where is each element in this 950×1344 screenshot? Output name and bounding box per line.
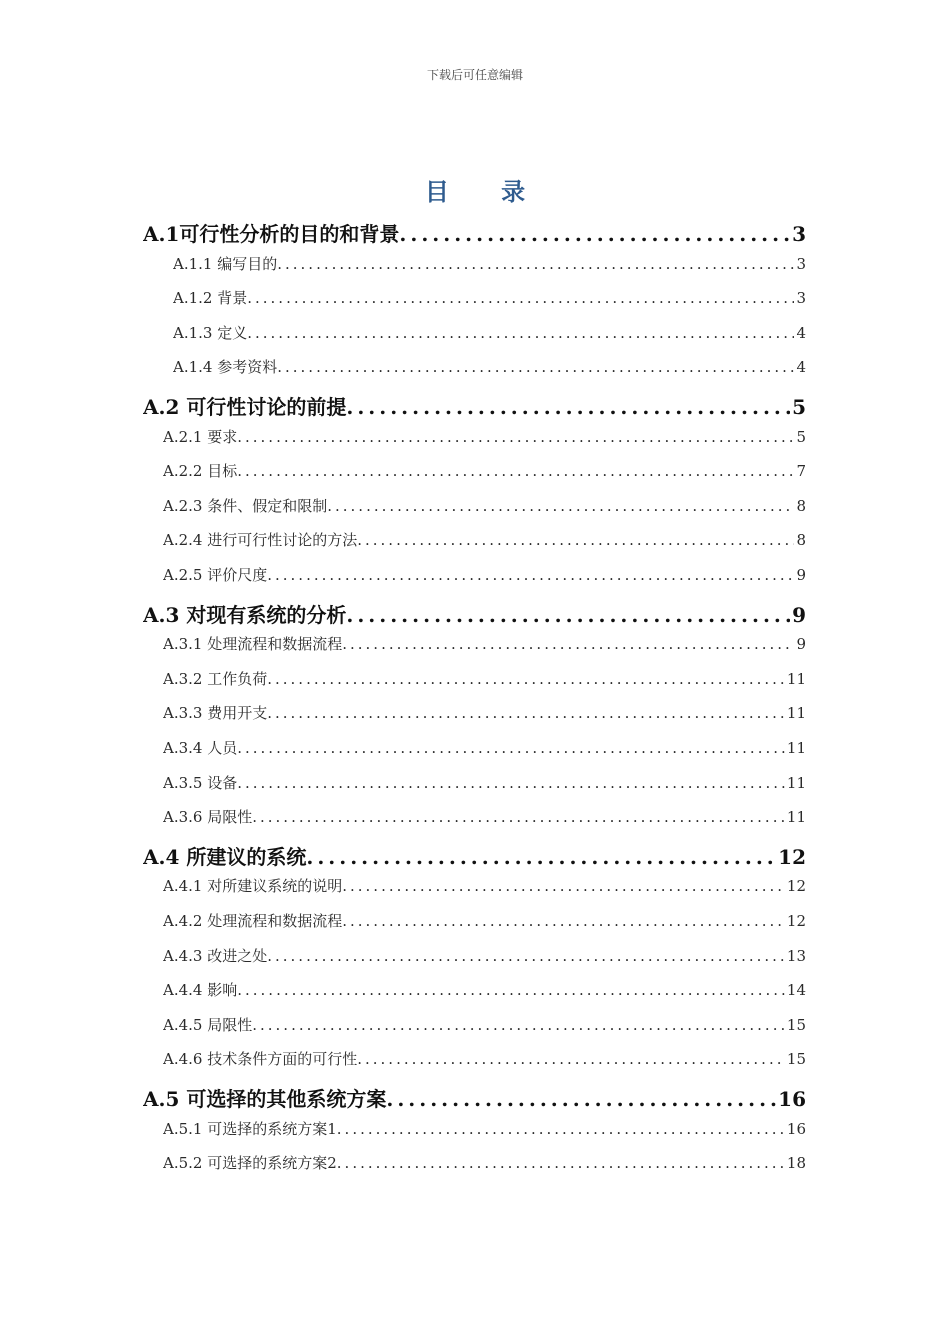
toc-subsection-entry[interactable] (163, 460, 806, 481)
toc-entry-label: A.1.3 定义 (173, 323, 248, 342)
toc-subsection-entry[interactable] (163, 737, 806, 758)
toc-page-number: 18 (786, 1154, 806, 1173)
toc-entry-label: A.2.2 目标 (163, 462, 238, 481)
toc-entry-label: A.2.1 要求 (163, 427, 238, 446)
header-note: 下载后可任意编辑 (426, 68, 523, 82)
toc-subsection-entry[interactable] (163, 875, 806, 896)
toc-dot-leader (357, 1050, 785, 1068)
toc-page-number: 4 (796, 358, 806, 377)
toc-subsection-entry[interactable] (163, 668, 806, 689)
toc-subsection-entry[interactable] (163, 979, 806, 1000)
toc-subsection-entry[interactable] (163, 633, 806, 654)
toc-entry-label: A.4.2 处理流程和数据流程 (163, 912, 343, 930)
toc-dot-leader (399, 222, 790, 246)
toc-entry-label: A.2.3 条件、假定和限制 (163, 496, 328, 515)
toc-section-entry[interactable] (143, 218, 806, 247)
toc-dot-leader (237, 739, 785, 757)
toc-page-number: 12 (786, 877, 806, 896)
toc-page-number: 15 (786, 1015, 806, 1034)
toc-entry-label: A.2.4 进行可行性讨论的方法 (163, 531, 358, 550)
toc-entry-label: A.2.5 评价尺度 (163, 566, 268, 584)
toc-dot-leader (337, 1154, 785, 1172)
toc-page-number: 12 (786, 912, 806, 930)
toc-dot-leader (342, 912, 785, 930)
toc-entry-label: A.4.4 影响 (163, 981, 238, 1000)
toc-subsection-entry[interactable] (163, 910, 806, 931)
toc-entry-label: A.2 可行性讨论的前提 (143, 395, 347, 419)
toc-dot-leader (342, 877, 785, 895)
toc-dot-leader (252, 1016, 785, 1034)
toc-entry-label: A.1.4 参考资料 (173, 358, 278, 377)
toc-section-entry[interactable] (143, 599, 806, 628)
toc-subsection-entry[interactable] (163, 495, 806, 516)
toc-page-number: 16 (786, 1119, 806, 1138)
toc-entry-label: A.3 对现有系统的分析 (143, 602, 347, 627)
toc-subsection-entry[interactable] (173, 356, 806, 377)
toc-page-number: 8 (796, 531, 806, 550)
toc-page-number: 11 (786, 669, 806, 688)
toc-page-number: 11 (786, 739, 806, 757)
toc-page-number: 9 (792, 602, 806, 627)
toc-section-entry[interactable] (143, 391, 806, 420)
toc-dot-leader (237, 774, 785, 792)
toc-page-number: 9 (796, 566, 806, 584)
toc-title: 目 录 (424, 177, 548, 206)
toc-subsection-entry[interactable] (173, 253, 806, 274)
toc-entry-label: A.4.1 对所建议系统的说明 (163, 877, 343, 896)
toc-subsection-entry[interactable] (163, 1152, 806, 1173)
toc-page-number: 11 (786, 808, 806, 827)
toc-entry-label: A.4.3 改进之处 (163, 946, 268, 965)
toc-section-entry[interactable] (143, 841, 806, 870)
toc-dot-leader (337, 1120, 785, 1138)
toc-entry-label: A.3.5 设备 (163, 773, 238, 792)
toc-dot-leader (247, 324, 794, 342)
toc-dot-leader (277, 255, 794, 273)
toc-entry-label: A.3.4 人员 (163, 739, 238, 757)
toc-entry-label: A.5.1 可选择的系统方案1 (163, 1119, 337, 1138)
toc-dot-leader (346, 603, 790, 627)
toc-dot-leader (237, 428, 794, 446)
toc-page-number: 15 (786, 1050, 806, 1069)
toc-page-number: 5 (792, 395, 806, 419)
toc-page-number: 9 (796, 635, 806, 654)
toc-subsection-entry[interactable] (163, 1118, 806, 1139)
toc-entry-label: A.4.5 局限性 (163, 1015, 253, 1034)
toc-page-number: 12 (778, 844, 806, 869)
toc-page-number: 7 (796, 462, 806, 481)
toc-dot-leader (237, 981, 785, 999)
toc-dot-leader (386, 1087, 776, 1111)
toc-page-number: 8 (796, 496, 806, 515)
toc-subsection-entry[interactable] (163, 1048, 806, 1069)
toc-dot-leader (267, 947, 785, 965)
toc-dot-leader (267, 670, 785, 688)
toc-dot-leader (237, 462, 794, 480)
toc-subsection-entry[interactable] (173, 287, 806, 308)
toc-subsection-entry[interactable] (163, 772, 806, 793)
toc-page-number: 5 (796, 427, 806, 446)
toc-page-number: 3 (796, 289, 806, 308)
toc-dot-leader (357, 531, 794, 549)
toc-entry-label: A.4.6 技术条件方面的可行性 (163, 1050, 358, 1069)
toc-subsection-entry[interactable] (173, 322, 806, 343)
toc-page-number: 16 (778, 1087, 806, 1111)
toc-page-number: 11 (786, 773, 806, 792)
toc-dot-leader (247, 289, 794, 307)
toc-subsection-entry[interactable] (163, 945, 806, 966)
toc-entry-label: A.1可行性分析的目的和背景 (143, 222, 400, 246)
toc-dot-leader (252, 808, 785, 826)
toc-dot-leader (342, 635, 794, 653)
toc-subsection-entry[interactable] (163, 564, 806, 585)
toc-page-number: 3 (792, 222, 806, 246)
toc-entry-label: A.4 所建议的系统 (143, 844, 307, 869)
toc-page-number: 4 (796, 323, 806, 342)
toc-dot-leader (306, 845, 776, 869)
toc-page-number: 11 (786, 704, 806, 723)
toc-dot-leader (267, 704, 785, 722)
toc-dot-leader (267, 566, 794, 584)
toc-entry-label: A.5 可选择的其他系统方案 (143, 1087, 387, 1111)
toc-entry-label: A.1.2 背景 (173, 289, 248, 308)
toc-page-number: 3 (796, 254, 806, 273)
toc-page-number: 14 (786, 981, 806, 1000)
toc-dot-leader (327, 497, 794, 515)
toc-dot-leader (277, 358, 794, 376)
toc-entry-label: A.5.2 可选择的系统方案2 (163, 1154, 337, 1173)
toc-entry-label: A.1.1 编写目的 (173, 254, 278, 273)
toc-entry-label: A.3.2 工作负荷 (163, 669, 268, 688)
toc-subsection-entry[interactable] (163, 702, 806, 723)
toc-dot-leader (346, 395, 790, 419)
toc-subsection-entry[interactable] (163, 806, 806, 827)
toc-subsection-entry[interactable] (163, 529, 806, 550)
toc-subsection-entry[interactable] (163, 1014, 806, 1035)
toc-entry-label: A.3.6 局限性 (163, 808, 253, 827)
toc-entry-label: A.3.1 处理流程和数据流程 (163, 635, 343, 654)
toc-section-entry[interactable] (143, 1083, 806, 1112)
toc-subsection-entry[interactable] (163, 426, 806, 447)
toc-entry-label: A.3.3 费用开支 (163, 704, 268, 723)
toc-page-number: 13 (786, 946, 806, 965)
